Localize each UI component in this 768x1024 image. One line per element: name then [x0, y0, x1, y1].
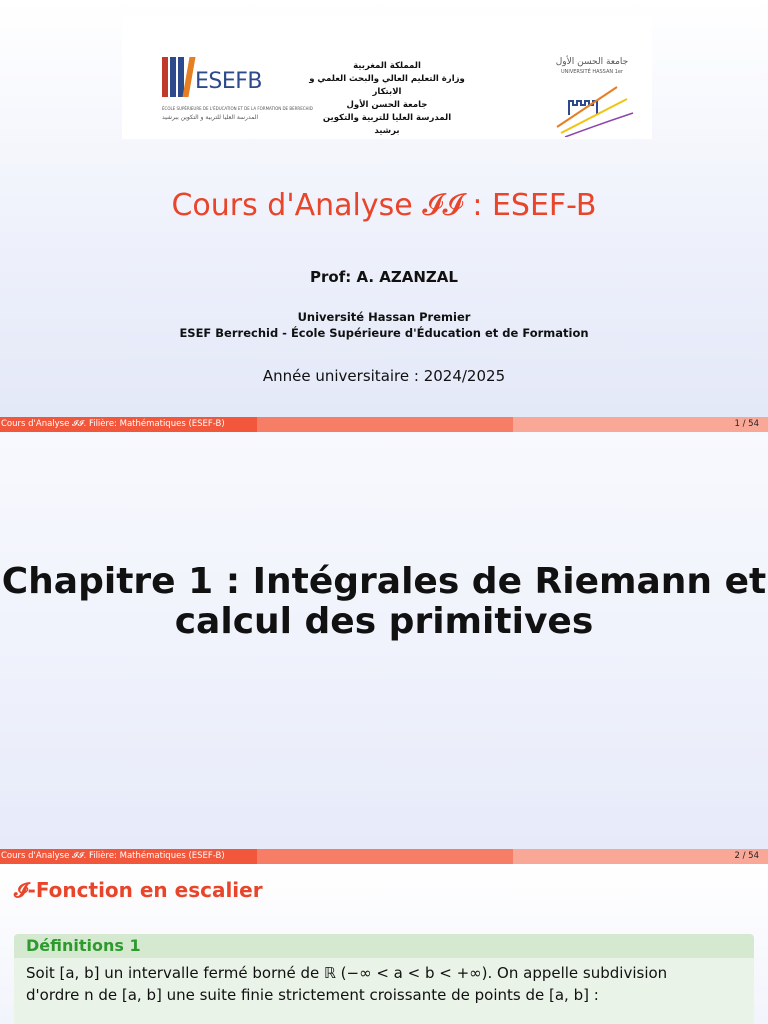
uh-emblem-icon — [547, 77, 637, 137]
title-slide — [0, 0, 768, 432]
footer-middle — [257, 849, 513, 864]
arabic-header — [302, 60, 472, 138]
arabic-line: جامعة الحسن الأول — [346, 100, 428, 110]
arabic-line: وزارة التعليم العالي والبحث العلمي و الابتكار — [309, 74, 465, 97]
definition-text-line1: Soit [a, b] un intervalle fermé borné de ℝ (−∞ < a < b < +∞). On appelle subdivision — [26, 964, 668, 982]
school-name: ESEF Berrechid - École Supérieure d'Éducation et de Formation — [179, 326, 589, 340]
esefb-logo-subtitle: ÉCOLE SUPÉRIEURE DE L'ÉDUCATION ET DE LA FORMATION DE BERRECHID — [162, 106, 313, 111]
chapter-title — [0, 562, 768, 642]
definition-text-line2: d'ordre n de [a, b] une suite finie strictement croissante de points de [a, b] : — [26, 986, 599, 1004]
course-title: Cours d'Analyse 𝓘𝓘 : ESEF-B — [171, 188, 597, 223]
uh-logo-title: جامعة الحسن الأول — [555, 57, 629, 67]
university-name: Université Hassan Premier — [297, 310, 471, 324]
slide-footer — [0, 849, 768, 864]
section-title: 𝓘-Fonction en escalier — [14, 878, 263, 902]
footer-page-number: 1 / 54 — [513, 417, 768, 432]
esefb-logo — [162, 57, 313, 127]
uh-logo-subtitle: UNIVERSITÉ HASSAN 1er — [560, 69, 624, 75]
arabic-line: برشيد — [374, 126, 400, 136]
footer-course: Cours d'Analyse 𝓘𝓘. Filière: Mathématiques (ESEF-B) — [0, 849, 257, 864]
logo-banner — [122, 17, 652, 139]
slide-footer — [0, 417, 768, 432]
chapter-title-line1: Chapitre 1 : Intégrales de Riemann et — [1, 561, 767, 602]
esefb-logo-subtitle-arabic: المدرسة العليا للتربية و التكوين ببرشيد — [162, 114, 259, 121]
professor-name: Prof: A. AZANZAL — [310, 268, 458, 286]
chapter-slide — [0, 432, 768, 864]
academic-year: Année universitaire : 2024/2025 — [262, 367, 506, 385]
esefb-logo-word: ESEFB — [195, 69, 263, 94]
universite-hassan-logo — [547, 57, 637, 137]
footer-course: Cours d'Analyse 𝓘𝓘. Filière: Mathématiques (ESEF-B) — [0, 417, 257, 432]
arabic-line: المملكة المغربية — [353, 61, 421, 71]
definition-block — [14, 934, 754, 1024]
chapter-title-line2: calcul des primitives — [174, 601, 594, 642]
footer-middle — [257, 417, 513, 432]
definition-block-header — [14, 934, 754, 958]
arabic-line: المدرسة العليا للتربية والتكوين — [322, 113, 452, 123]
definition-block-body — [14, 958, 754, 1024]
definition-block-title: Définitions 1 — [26, 936, 141, 955]
footer-page-number: 2 / 54 — [513, 849, 768, 864]
